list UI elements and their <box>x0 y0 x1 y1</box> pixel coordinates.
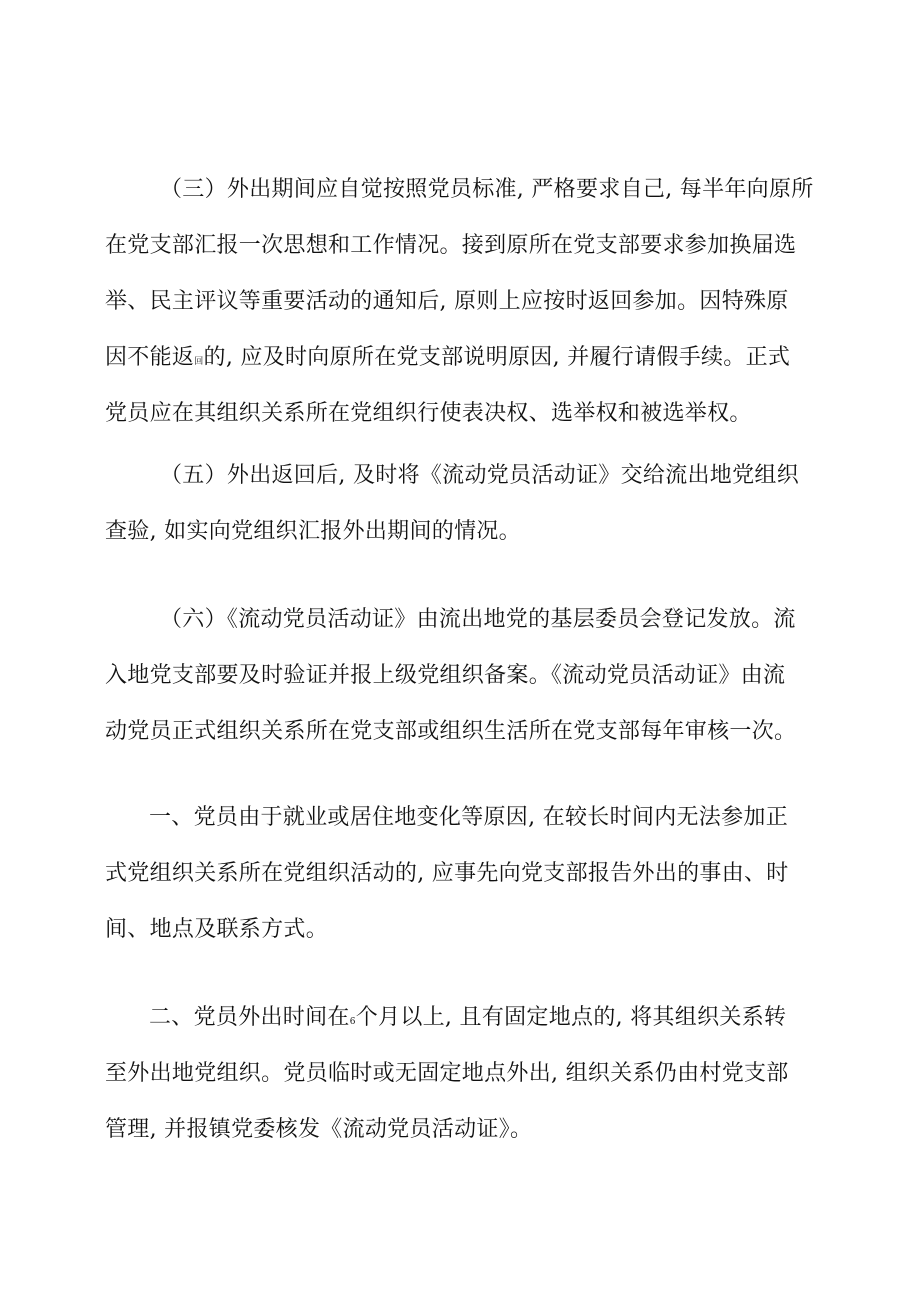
small-glyph: 6 <box>349 1017 356 1027</box>
text-line: （五）外出返回后, 及时将《流动党员活动证》交给流出地党组织 <box>160 463 799 488</box>
text-line: 式党组织关系所在党组织活动的, 应事先向党支部报告外出的事由、时 <box>105 861 789 886</box>
text-line <box>105 990 825 1046</box>
text-fragment: 的, 应及时向原所在党支部说明原因, 并履行请假手续。正式 <box>203 345 791 370</box>
text-line: 党员应在其组织关系所在党组织行使表决权、选举权和被选举权。 <box>105 401 752 426</box>
text-line: 一、党员由于就业或居住地变化等原因, 在较长时间内无法参加正 <box>149 805 788 830</box>
text-line: （三）外出期间应自觉按照党员标准, 严格要求自己, 每半年向原所 <box>160 177 814 202</box>
small-glyph: 回 <box>194 357 204 367</box>
text-line: 间、地点及联系方式。 <box>105 917 329 942</box>
paragraph-3 <box>105 162 825 442</box>
text-line: 管理, 并报镇党委核发《流动党员活动证》。 <box>105 1117 533 1142</box>
text-line <box>105 330 825 386</box>
paragraph-5 <box>105 448 825 560</box>
text-line: 查验, 如实向党组织汇报外出期间的情况。 <box>105 519 521 544</box>
text-line: （六）《流动党员活动证》由流出地党的基层委员会登记发放。流 <box>160 607 796 632</box>
text-fragment: 二、党员外出时间在 <box>149 1005 350 1030</box>
text-fragment: 因不能返 <box>105 345 195 370</box>
text-line: 动党员正式组织关系所在党支部或组织生活所在党支部每年审核一次。 <box>105 719 797 744</box>
text-line: 在党支部汇报一次思想和工作情况。接到原所在党支部要求参加换届选 <box>105 233 797 258</box>
text-line: 举、民主评议等重要活动的通知后, 原则上应按时返回参加。因特殊原 <box>105 289 789 314</box>
paragraph-one <box>105 790 825 958</box>
paragraph-two <box>105 990 825 1158</box>
paragraph-6 <box>105 592 825 760</box>
text-line: 入地党支部要及时验证并报上级党组织备案。《流动党员活动证》由流 <box>105 663 786 688</box>
text-line: 至外出地党组织。党员临时或无固定地点外出, 组织关系仍由村党支部 <box>105 1061 789 1086</box>
text-fragment: 个月以上, 且有固定地点的, 将其组织关系转 <box>355 1005 787 1030</box>
